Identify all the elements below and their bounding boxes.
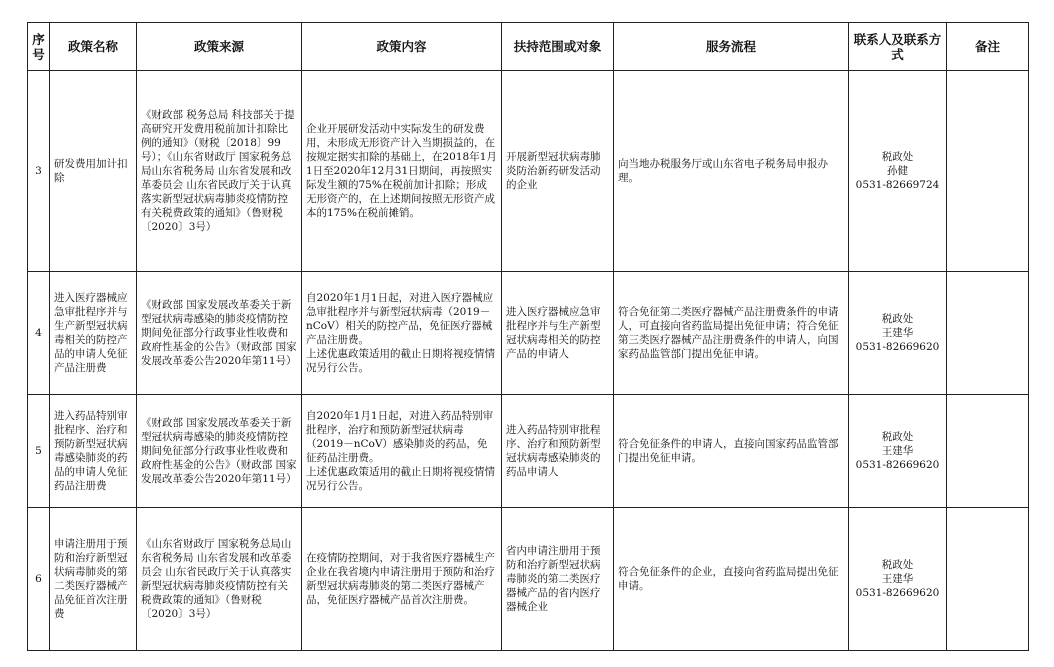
col-header-scope: 扶持范围或对象 <box>502 23 614 71</box>
col-header-content: 政策内容 <box>302 23 502 71</box>
cell-scope: 进入药品特别审批程序、治疗和预防新型冠状病毒感染肺炎的药品申请人 <box>502 395 614 508</box>
col-header-source: 政策来源 <box>137 23 302 71</box>
cell-contact <box>849 71 947 272</box>
cell-scope: 省内申请注册用于预防和治疗新型冠状病毒肺炎的第二类医疗器械产品的省内医疗器械企业 <box>502 508 614 651</box>
cell-remark <box>947 395 1029 508</box>
cell-contact <box>849 508 947 651</box>
cell-source: 《财政部 税务总局 科技部关于提高研究开发费用税前加计扣除比例的通知》（财税〔2018〕99号）；《山东省财政厅 国家税务总局山东省税务局 山东省发展和改革委员会 山东省民政厅关于认真落实新型冠状病毒肺炎疫情防控有关税费政策的通知》（鲁财税〔2020〕3号） <box>137 71 302 272</box>
cell-name: 进入药品特别审批程序、治疗和预防新型冠状病毒感染肺炎的药品的申请人免征药品注册费 <box>50 395 137 508</box>
contact-dept: 税政处 <box>881 559 914 571</box>
contact-phone: 0531-82669620 <box>855 341 940 353</box>
cell-name: 进入医疗器械应急审批程序并与生产新型冠状病毒相关的防控产品的申请人免征产品注册费 <box>50 272 137 395</box>
cell-process: 符合免征条件的申请人，直接向国家药品监管部门提出免征申请。 <box>614 395 849 508</box>
cell-process: 向当地办税服务厅或山东省电子税务局申报办理。 <box>614 71 849 272</box>
col-header-no: 序号 <box>28 23 50 71</box>
cell-process: 符合免征条件的企业，直接向省药监局提出免征申请。 <box>614 508 849 651</box>
col-header-process: 服务流程 <box>614 23 849 71</box>
table-row <box>28 272 1029 395</box>
cell-content: 自2020年1月1日起，对进入药品特别审批程序，治疗和预防新型冠状病毒（2019－nCoV）感染肺炎的药品，免征药品注册费。 上述优惠政策适用的截止日期将视疫情情况另行公告。 <box>302 395 502 508</box>
cell-content: 企业开展研发活动中实际发生的研发费用，未形成无形资产计入当期损益的，在按规定据实扣除的基础上，在2018年1月1日至2020年12月31日期间，再按照实际发生额的75%在税前加计扣除；形成无形资产的，在上述期间按照无形资产成本的175%在税前摊销。 <box>302 71 502 272</box>
policy-table <box>27 22 1029 651</box>
cell-no: 6 <box>28 508 50 651</box>
cell-contact <box>849 272 947 395</box>
contact-phone: 0531-82669620 <box>855 587 940 599</box>
cell-process: 符合免征第二类医疗器械产品注册费条件的申请人，可直接向省药监局提出免征申请；符合免征第三类医疗器械产品注册费条件的申请人，向国家药品监管部门提出免征申请。 <box>614 272 849 395</box>
cell-remark <box>947 508 1029 651</box>
cell-no: 3 <box>28 71 50 272</box>
cell-scope: 开展新型冠状病毒肺炎防治新药研发活动的企业 <box>502 71 614 272</box>
contact-phone: 0531-82669724 <box>855 179 940 191</box>
contact-dept: 税政处 <box>881 431 914 443</box>
cell-remark <box>947 272 1029 395</box>
contact-name: 孙健 <box>887 165 908 177</box>
table-row <box>28 508 1029 651</box>
cell-name: 申请注册用于预防和治疗新型冠状病毒肺炎的第二类医疗器械产品免征首次注册费 <box>50 508 137 651</box>
cell-source: 《山东省财政厅 国家税务总局山东省税务局 山东省发展和改革委员会 山东省民政厅关于认真落实新型冠状病毒肺炎疫情防控有关税费政策的通知》（鲁财税〔2020〕3号） <box>137 508 302 651</box>
cell-content: 在疫情防控期间，对于我省医疗器械生产企业在我省境内申请注册用于预防和治疗新型冠状病毒肺炎的第二类医疗器械产品，免征医疗器械产品首次注册费。 <box>302 508 502 651</box>
cell-contact <box>849 395 947 508</box>
col-header-name: 政策名称 <box>50 23 137 71</box>
table-row <box>28 71 1029 272</box>
cell-source: 《财政部 国家发展改革委关于新型冠状病毒感染的肺炎疫情防控期间免征部分行政事业性收费和政府性基金的公告》（财政部 国家发展改革委公告2020年第11号） <box>137 272 302 395</box>
cell-content: 自2020年1月1日起，对进入医疗器械应急审批程序并与新型冠状病毒（2019－nCoV）相关的防控产品，免征医疗器械产品注册费。 上述优惠政策适用的截止日期将视疫情情况另行公告。 <box>302 272 502 395</box>
contact-dept: 税政处 <box>881 313 914 325</box>
contact-dept: 税政处 <box>881 151 914 163</box>
cell-source: 《财政部 国家发展改革委关于新型冠状病毒感染的肺炎疫情防控期间免征部分行政事业性收费和政府性基金的公告》（财政部 国家发展改革委公告2020年第11号） <box>137 395 302 508</box>
table-row <box>28 395 1029 508</box>
cell-no: 4 <box>28 272 50 395</box>
header-row <box>28 23 1029 71</box>
cell-scope: 进入医疗器械应急审批程序并与生产新型冠状病毒相关的防控产品的申请人 <box>502 272 614 395</box>
contact-name: 王建华 <box>881 573 914 585</box>
contact-phone: 0531-82669620 <box>855 459 940 471</box>
col-header-remark: 备注 <box>947 23 1029 71</box>
cell-no: 5 <box>28 395 50 508</box>
col-header-contact: 联系人及联系方式 <box>849 23 947 71</box>
cell-remark <box>947 71 1029 272</box>
contact-name: 王建华 <box>881 445 914 457</box>
cell-name: 研发费用加计扣除 <box>50 71 137 272</box>
contact-name: 王建华 <box>881 327 914 339</box>
